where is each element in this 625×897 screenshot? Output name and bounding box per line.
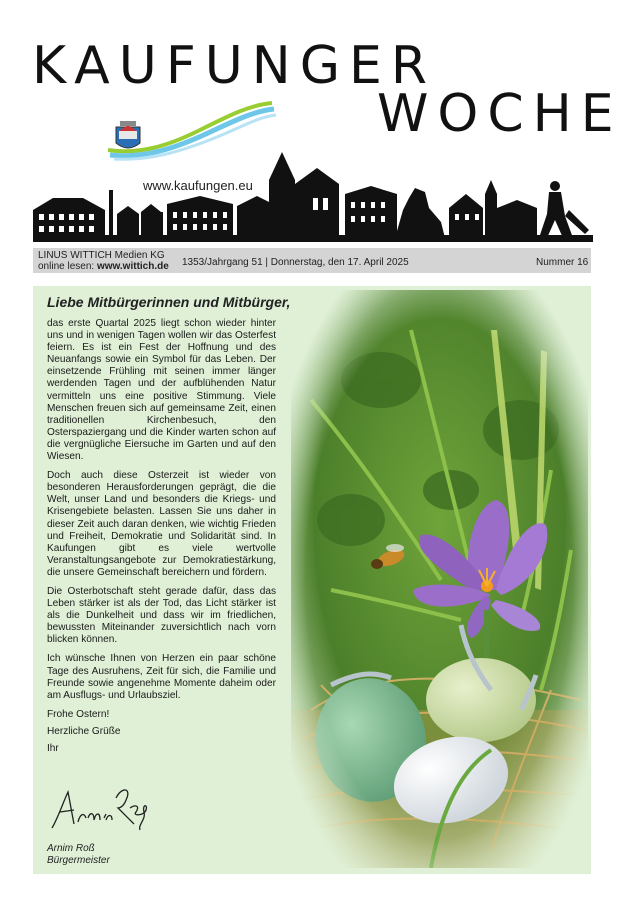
masthead-title-line2: WOCHE bbox=[377, 84, 623, 144]
masthead-title-line1: KAUFUNGER bbox=[32, 36, 436, 96]
letter-paragraph: Die Osterbotschaft steht gerade dafür, dass das Leben stärker ist als der Tod, das Licht stärker ist als die Dunkelheit und dass wir im friedlichen, bewussten Miteinander zuversichtlich nach vorn blicken können. bbox=[47, 585, 276, 646]
letter-closing-3: Ihr bbox=[47, 743, 59, 754]
letter-salutation: Liebe Mitbürgerinnen und Mitbürger, bbox=[47, 294, 291, 310]
letter-closing-2: Herzliche Grüße bbox=[47, 725, 121, 737]
signer-block bbox=[47, 843, 110, 867]
online-read-line bbox=[38, 261, 169, 272]
coat-of-arms-icon bbox=[116, 121, 140, 148]
letter-closing-1: Frohe Ostern! bbox=[47, 708, 110, 720]
issue-info: 1353/Jahrgang 51 | Donnerstag, den 17. April 2025 bbox=[182, 257, 409, 268]
online-label: online lesen: bbox=[38, 261, 95, 272]
signer-name: Arnim Roß bbox=[47, 843, 95, 854]
signature-image bbox=[48, 778, 158, 838]
website-url: www.kaufungen.eu bbox=[143, 178, 253, 193]
letter-body bbox=[47, 318, 276, 760]
easter-crocus-photo bbox=[291, 290, 588, 868]
letter-paragraph: Doch auch diese Osterzeit ist wieder von besonderen Herausforderungen geprägt, die die Welt, unser Land und besonders die Kriegs- und Krisengebiete belasten. Lassen Sie uns daher in dieser Zeit auch daran denken, wie wichtig Frieden und Freiheit, Demokratie und Solidarität sind. In Kaufungen gibt es viele wertvolle Veranstaltungsangebote zur Demokratiestärkung, die unsere Gemeinschaft bereichern und fördern. bbox=[47, 470, 276, 578]
publisher-name: LINUS WITTICH Medien KG bbox=[38, 250, 165, 261]
signer-title: Bürgermeister bbox=[47, 855, 110, 866]
online-url-link[interactable]: www.wittich.de bbox=[96, 261, 169, 272]
letter-paragraph: das erste Quartal 2025 liegt schon wieder hinter uns und in wenigen Tagen wollen wir das Osterfest feiern. Es ist ein Fest der Hoffnung und des Neuanfangs sowie ein Symbol für das Leben. Der einsetzende Frühling mit seinen immer länger werdenden Tagen und der aufblühenden Natur vermitteln uns eine positive Stimmung. Viele Menschen freuen sich auf gemeinsame Zeit, einen traditionellen Kirchenbesuch, den Osterspaziergang und die Kinder warten schon auf die vergnügliche Eiersuche im Garten und auf den Wiesen. bbox=[47, 318, 276, 463]
issue-number: Nummer 16 bbox=[536, 257, 589, 268]
town-skyline-illustration bbox=[33, 150, 593, 242]
letter-paragraph: Ich wünsche Ihnen von Herzen ein paar schöne Tage des Ausruhens, Zeit für sich, die Familie und Freunde sowie angenehme Momente daheim oder am Ausflugs- und Urlaubsziel. bbox=[47, 653, 276, 701]
